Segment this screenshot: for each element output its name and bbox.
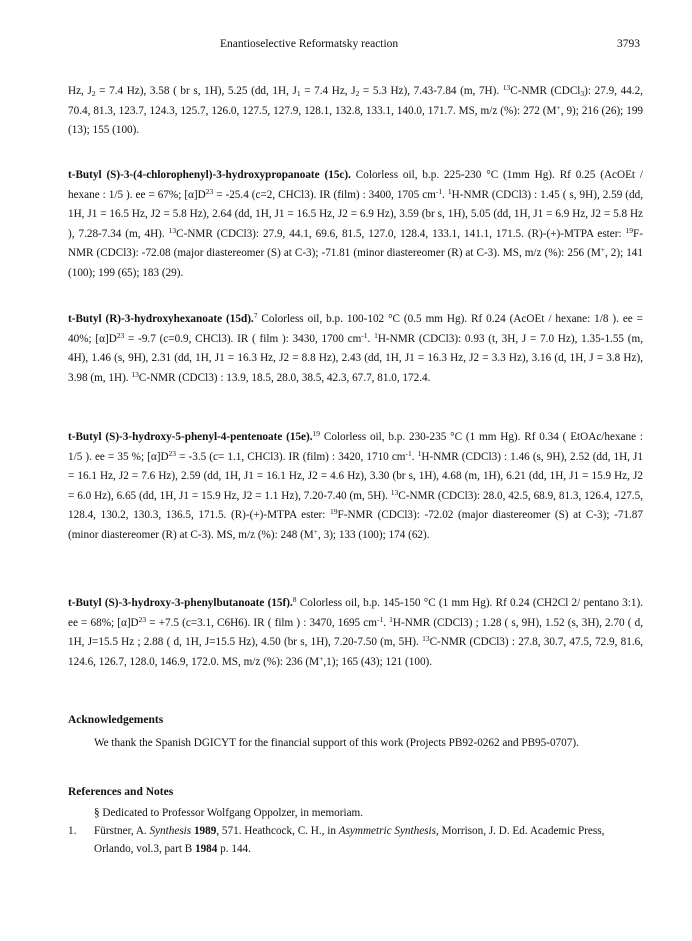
reference-item: 1. Fürstner, A. Synthesis 1989, 571. Heathcock, C. H., in Asymmetric Synthesis, Morrison, J. D. Ed. Academic Press, Orlando, vol.3, part B 1984 p. 144. [68, 822, 643, 858]
compound-15e-paragraph: t-Butyl (S)-3-hydroxy-5-phenyl-4-pentenoate (15e).$^{19}$ Colorless oil, b.p. 230-235 °C (1 mm Hg). Rf 0.34 ( EtOAc/hexane : 1/5 ). ee = 35 %; $[\alpha]D^{23} = -3.5$ (c= 1.1, CHCl3). IR (film) : 3420, 1710 $cm^{-1}$. $^1$H-NMR (CDCl3) : 1.46 (s, 9H), 2.52 (dd, 1H, J1 = 16.1 Hz, J2 = 7.6 Hz), 2.59 (dd, 1H, J1 = 16.1 Hz, J2 = 4.6 Hz), 3.30 (br s, 1H), 4.68 (m, 1H), 6.21 (dd, 1H, J1 = 15.9 Hz, J2 = 6.0 Hz), 6.65 (dd, 1H, J1 = 15.9 Hz, J2 = 1.1 Hz), 7.20-7.40 (m, 5H). $^{13}$C-NMR (CDCl3): 28.0, 42.5, 68.9, 81.3, 126.4, 127.5, 128.4, 130.2, 130.3, 136.5, 171.5. (R)-(+)-MTPA ester: $^{19}$F-NMR (CDCl3): -72.02 (major diastereomer (S) at C-3); -71.87 (minor diastereomer (R) at C-3). MS, m/z (%): 248 (M+, 3); 133 (100); 174 (62). [68, 429, 644, 541]
page-number: 3793 [617, 38, 640, 50]
dedication-note: § Dedicated to Professor Wolfgang Oppolzer, in memoriam. [94, 807, 364, 819]
running-title: Enantioselective Reformatsky reaction [220, 38, 399, 50]
references-list [68, 804, 643, 858]
compound-15d-paragraph: t-Butyl (R)-3-hydroxyhexanoate (15d).$^7$ Colorless oil, b.p. 100-102 °C (0.5 mm Hg). Rf 0.24 (AcOEt / hexane: 1/8 ). ee = 40%; $[\alpha]D^{23} = -9.7$ (c=0.9, CHCl3). IR ( film ): 3430, 1700 $cm^{-1}$. $^1$H-NMR (CDCl3): 0.93 (t, 3H, J = 7.0 Hz), 1.35-1.55 (m, 4H), 1.46 (s, 9H), 2.31 (dd, 1H, J1 = 16.3 Hz, J2 = 8.8 Hz), 2.43 (dd, 1H, J1 = 16.3 Hz, J2 = 3.3 Hz), 3.16 (d, 1H, J = 3.8 Hz), 3.98 (m, 1H). $^{13}$C-NMR (CDCl3) : 13.9, 18.5, 28.0, 38.5, 42.3, 67.7, 81.0, 172.4. [68, 311, 644, 384]
compound-15c-name: t-Butyl (S)-3-(4-chlorophenyl)-3-hydroxypropanoate (15c). [68, 169, 351, 181]
compound-15e-name: t-Butyl (S)-3-hydroxy-5-phenyl-4-pentenoate (15e). [68, 431, 313, 443]
references-heading: References and Notes [68, 786, 174, 798]
compound-15f-paragraph: t-Butyl (S)-3-hydroxy-3-phenylbutanoate (15f).$^8$ Colorless oil, b.p. 145-150 °C (1 mm Hg). Rf 0.24 (CH2Cl 2/ pentano 3:1). ee = 68%; $[\alpha]D^{23} = +7.5$ (c=3.1, C6H6). IR ( film ) : 3470, 1695 $cm^{-1}$. $^1$H-NMR (CDCl3) ; 1.28 ( s, 9H), 1.52 (s, 3H), 2.70 ( d, 1H, J=15.5 Hz ; 2.88 ( d, 1H, J=15.5 Hz), 4.50 (br s, 1H), 7.20-7.50 (m, 5H). $^{13}$C-NMR (CDCl3) : 27.8, 30.7, 47.5, 72.9, 81.6, 124.6, 126.7, 128.0, 146.9, 172.0. MS, m/z (%): 236 (M+,1); 165 (43); 121 (100). [68, 595, 644, 668]
acknowledgements-text: We thank the Spanish DGICYT for the financial support of this work (Projects PB92-0262 and PB95-0707). [94, 737, 579, 749]
continued-paragraph: Hz, $J_2 = 7.4$ Hz), 3.58 ( br s, 1H), 5.25 (dd, 1H, $J_1 = 7.4$ Hz, $J_2 = 5.3$ Hz), 7.43-7.84 (m, 7H). $^{13}$C-NMR (CDCl$_3$): 27.9, 44.2, 70.4, 81.3, 123.7, 124.3, 125.7, 126.0, 127.5, 127.9, 128.1, 132.8, 133.1, 140.0, 171.7. MS, m/z (%): 272 (M+, 9); 216 (26); 199 (13); 155 (100). [68, 83, 644, 137]
compound-15f-name: t-Butyl (S)-3-hydroxy-3-phenylbutanoate (15f). [68, 597, 293, 609]
compound-15d-name: t-Butyl (R)-3-hydroxyhexanoate (15d). [68, 313, 254, 325]
reference-number: 1. [68, 825, 77, 837]
compound-15c-paragraph: t-Butyl (S)-3-(4-chlorophenyl)-3-hydroxypropanoate (15c). Colorless oil, b.p. 225-230 °C (1mm Hg). Rf 0.25 (AcOEt / hexane : 1/5 ). ee = 67%; $[\alpha]D^{23} = -25.4$ (c=2, CHCl3). IR (film) : 3400, 1705 $cm^{-1}$. $^1$H-NMR (CDCl3) : 1.45 ( s, 9H), 2.59 (dd, 1H, J1 = 16.5 Hz, J2 = 5.8 Hz), 2.64 (dd, 1H, J1 = 16.5 Hz, J2 = 6.9 Hz), 3.59 (br s, 1H), 5.05 (dd, 1H, J1 = 6.9 Hz, J2 = 5.8 Hz ), 7.28-7.34 (m, 4H). $^{13}$C-NMR (CDCl3): 27.9, 44.1, 69.6, 81.5, 127.0, 128.4, 133.1, 141.1, 171.5. (R)-(+)-MTPA ester: $^{19}$F-NMR (CDCl3): -72.08 (major diastereomer (S) at C-3); -71.81 (minor diastereomer (R) at C-3). MS, m/z (%): 256 (M+, 2); 141 (100); 199 (65); 183 (29). [68, 169, 643, 279]
acknowledgements-heading: Acknowledgements [68, 714, 164, 726]
